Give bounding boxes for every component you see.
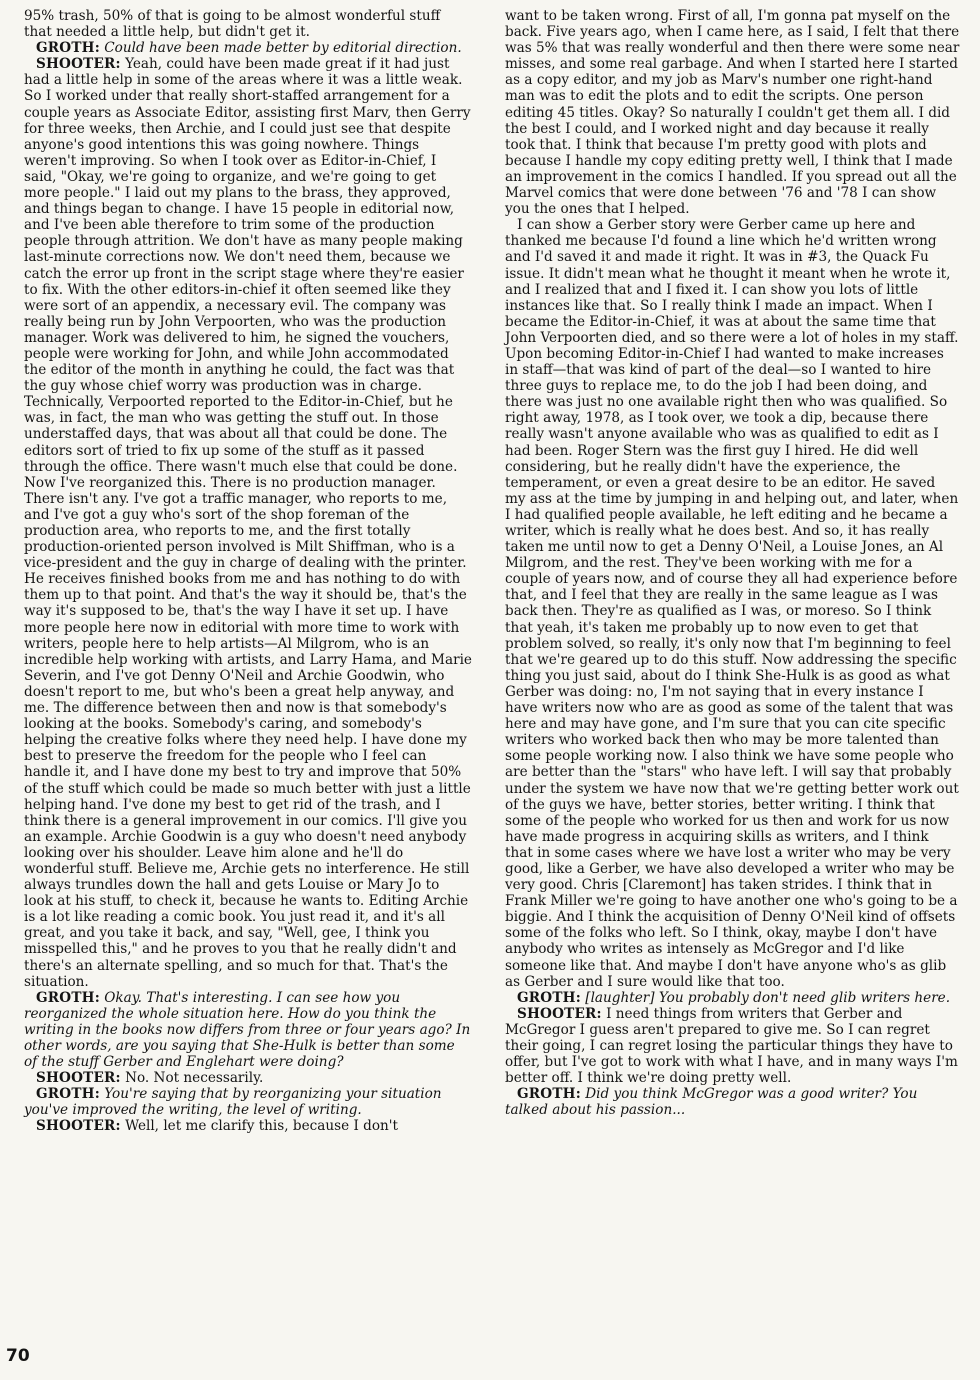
- answer-text: Yeah, could have been made great if it had just had a little help in some of the areas where it was a little weak. So I worked under that really short-staffed arrangement for a couple years as Associate Editor, assisting first Marv, then Gerry for three weeks, then Archie, and I could just see that despite anyone's good intentions this was going nowhere. Things weren't improving. So when I took over as Editor-in-Chief, I said, "Okay, we're going to organize, and we're going to get more people." I laid out my plans to the brass, they approved, and things began to change. I have 15 people in editorial now, and I've been able therefore to trim some of the production people through attrition. We don't have as many people making last-minute corrections now. We don't need them, because we catch the error up front in the script stage where they're easier to fix. With the other editors-in-chief it often seemed like they were sort of an appendix, a necessary evil. The company was really being run by John Verpoorten, who was the production manager. Work was delivered to him, he signed the vouchers, people were working for John, and while John accommodated the editor of the month in anything he could, the fact was that the guy whose chief worry was production was in charge. Technically, Verpoorted reported to the Editor-in-Chief, but he was, in fact, the man who was getting the stuff out. In those understaffed days, that was about all that could be done. The editors sort of tried to fix up some of the stuff as it passed through the office. There wasn't much else that could be done. Now I've reorganized this. There is no production manager. There isn't any. I've got a traffic manager, who reports to me, and I've got a guy who's sort of the shop foreman of the production area, who reports to me, and the first totally production-oriented person involved is Milt Shiffman, who is a vice-president and the guy in charge of dealing with the printer. He receives finished books from me and has nothing to do with them up to that point. And that's the way it should be, that's the way it's supposed to be, that's the way I have it set up. I have more people here now in editorial with more time to work with writers, people here to help artists—Al Milgrom, who is an incredible help working with artists, and Larry Hama, and Marie Severin, and I've got Denny O'Neil and Archie Goodwin, who doesn't report to me, but who's been a great help anyway, and me. The difference between then and now is that somebody's looking at the books. Somebody's caring, and somebody's helping the creative folks where they need help. I have done my best to preserve the freedom for the people who I feel can handle it, and I have done my best to try and improve that 50% of the stuff which could be made so much better with just a little helping hand. I've done my best to get rid of the trash, and I think there is a general improvement in our comics. I'll give you an example. Archie Goodwin is a guy who doesn't need anybody looking over his shoulder. Leave him alone and he'll do wonderful stuff. Believe me, Archie gets no interference. He still always trundles down the hall and gets Louise or Mary Jo to look at his stuff, to check it, because he wants to. Editing Archie is a lot like reading a comic book. You just read it, and it's all great, and you take it back, and say, "Well, gee, I think you misspelled this," and he proves to you that he really didn't and there's an alternate spelling, and so much for that. That's the situation.: [24, 56, 472, 990]
- answer-text: No. Not necessarily.: [125, 1070, 264, 1087]
- question-text: You're saying that by reorganizing your situation you've improved the writing, the level of writing.: [24, 1086, 442, 1119]
- question-text: [laughter] You probably don't need glib writers here.: [585, 989, 951, 1006]
- paragraph: [24, 1070, 472, 1086]
- paragraph: [24, 8, 472, 40]
- answer-text: Well, let me clarify this, because I don't: [125, 1118, 398, 1135]
- answer-text: I need things from writers that Gerber and McGregor I guess aren't prepared to give me. So I can regret their going, I can regret losing the particular things they have to offer, but I've got to work with what I have, and in many ways I'm better off. I think we're doing pretty well.: [505, 1005, 958, 1087]
- speaker-label: GROTH:: [36, 40, 100, 57]
- paragraph: [505, 217, 960, 990]
- paragraph: [24, 1086, 472, 1118]
- paragraph: [505, 990, 960, 1006]
- paragraph: [24, 40, 472, 56]
- question-text: Could have been made better by editorial direction.: [104, 40, 462, 57]
- right-column: [505, 8, 960, 1118]
- speaker-label: SHOOTER:: [36, 56, 121, 73]
- page-number: 70: [6, 1346, 30, 1366]
- question-text: Did you think McGregor was a good writer? You talked about his passion...: [505, 1086, 918, 1119]
- paragraph-text: I can show a Gerber story were Gerber came up here and thanked me because I'd found a line which he'd written wrong and I'd saved it and made it right. It was in #3, the Quack Fu issue. It didn't mean what he thought it meant when he wrote it, and I realized that and I fixed it. I can show you lots of little instances like that. So I really think I made an impact. When I became the Editor-in-Chief, it was at about the same time that John Verpoorten died, and so there were a lot of holes in my staff. Upon becoming Editor-in-Chief I had wanted to make increases in staff—that was kind of part of the deal—so I wanted to hire three guys to replace me, to do the job I had been doing, and there was just no one available right then who was qualified. So right away, 1978, as I took over, we took a dip, because there really wasn't anyone available who was as qualified to edit as I had been. Roger Stern was the first guy I hired. He did well considering, but he really didn't have the experience, the temperament, or even a great desire to be an editor. He saved my ass at the time by jumping in and helping out, and later, when I had qualified people available, he left editing and he became a writer, which is really what he does best. And so, it has really taken me until now to get a Denny O'Neil, a Louise Jones, an Al Milgrom, and the rest. They've been working with me for a couple of years now, and of course they all had experience before that, and I feel that they are really in the same league as I was back then. They're as qualified as I was, or moreso. So I think that yeah, it's taken me probably up to now even to get that problem solved, so really, it's only now that I'm beginning to feel that we're geared up to do this stuff. Now addressing the specific thing you just said, about do I think She-Hulk is as good as what Gerber was doing: no, I'm not saying that in every instance I have writers now who are as good as some of the talent that was here and may have gone, and I'm sure that you can cite specific writers who worked back then who may be more talented than some people working now. I also think we have some people who are better than the "stars" who have left. I will say that probably under the system we have now that we're getting better work out of the guys we have, better stories, better writing. I think that some of the people who worked for us then and work for us now have made progress in acquiring skills as writers, and I think that in some cases where we have lost a writer who may be very good, like a Gerber, we have also developed a writer who may be very good. Chris [Claremont] has taken strides. I think that in Frank Miller we're going to have another one who's going to be a biggie. And I think the acquisition of Denny O'Neil kind of offsets some of the folks who left. So I think, okay, maybe I don't have anybody who writes as intensely as McGregor and I'd like someone like that. And maybe I don't have anyone who's as glib as Gerber and I sure would like that too.: [505, 217, 959, 990]
- speaker-label: SHOOTER:: [36, 1070, 121, 1087]
- paragraph: [505, 8, 960, 217]
- paragraph-text: 95% trash, 50% of that is going to be almost wonderful stuff that needed a little help, but didn't get it.: [24, 8, 441, 41]
- paragraph: [24, 56, 472, 989]
- speaker-label: SHOOTER:: [36, 1118, 121, 1135]
- paragraph-text: want to be taken wrong. First of all, I'm gonna pat myself on the back. Five years ago, when I came here, as I said, I felt that there was 5% that was really wonderful and then there were some near misses, and some real garbage. And when I started here I started as a copy editor, and my job as Marv's number one right-hand man was to edit the plots and to edit the scripts. One person editing 45 titles. Okay? So naturally I couldn't get them all. I did the best I could, and I worked night and day because it really took that. I think that because I'm pretty good with plots and because I handle my copy editing pretty well, I think that I made an improvement in the comics I handled. If you spread out all the Marvel comics that were done between '76 and '78 I can show you the ones that I helped.: [505, 8, 960, 218]
- left-column: [24, 8, 472, 1135]
- speaker-label: GROTH:: [517, 989, 581, 1006]
- paragraph: [505, 1006, 960, 1086]
- paragraph: [505, 1086, 960, 1118]
- speaker-label: SHOOTER:: [517, 1005, 602, 1022]
- speaker-label: GROTH:: [36, 989, 100, 1006]
- paragraph: [24, 990, 472, 1070]
- speaker-label: GROTH:: [517, 1086, 581, 1103]
- speaker-label: GROTH:: [36, 1086, 100, 1103]
- paragraph: [24, 1118, 472, 1134]
- question-text: Okay. That's interesting. I can see how you reorganized the whole situation here. How do you think the writing in the books now differs from three or four years ago? In other words, are you saying that She-Hulk is better than some of the stuff Gerber and Englehart were doing?: [24, 989, 471, 1071]
